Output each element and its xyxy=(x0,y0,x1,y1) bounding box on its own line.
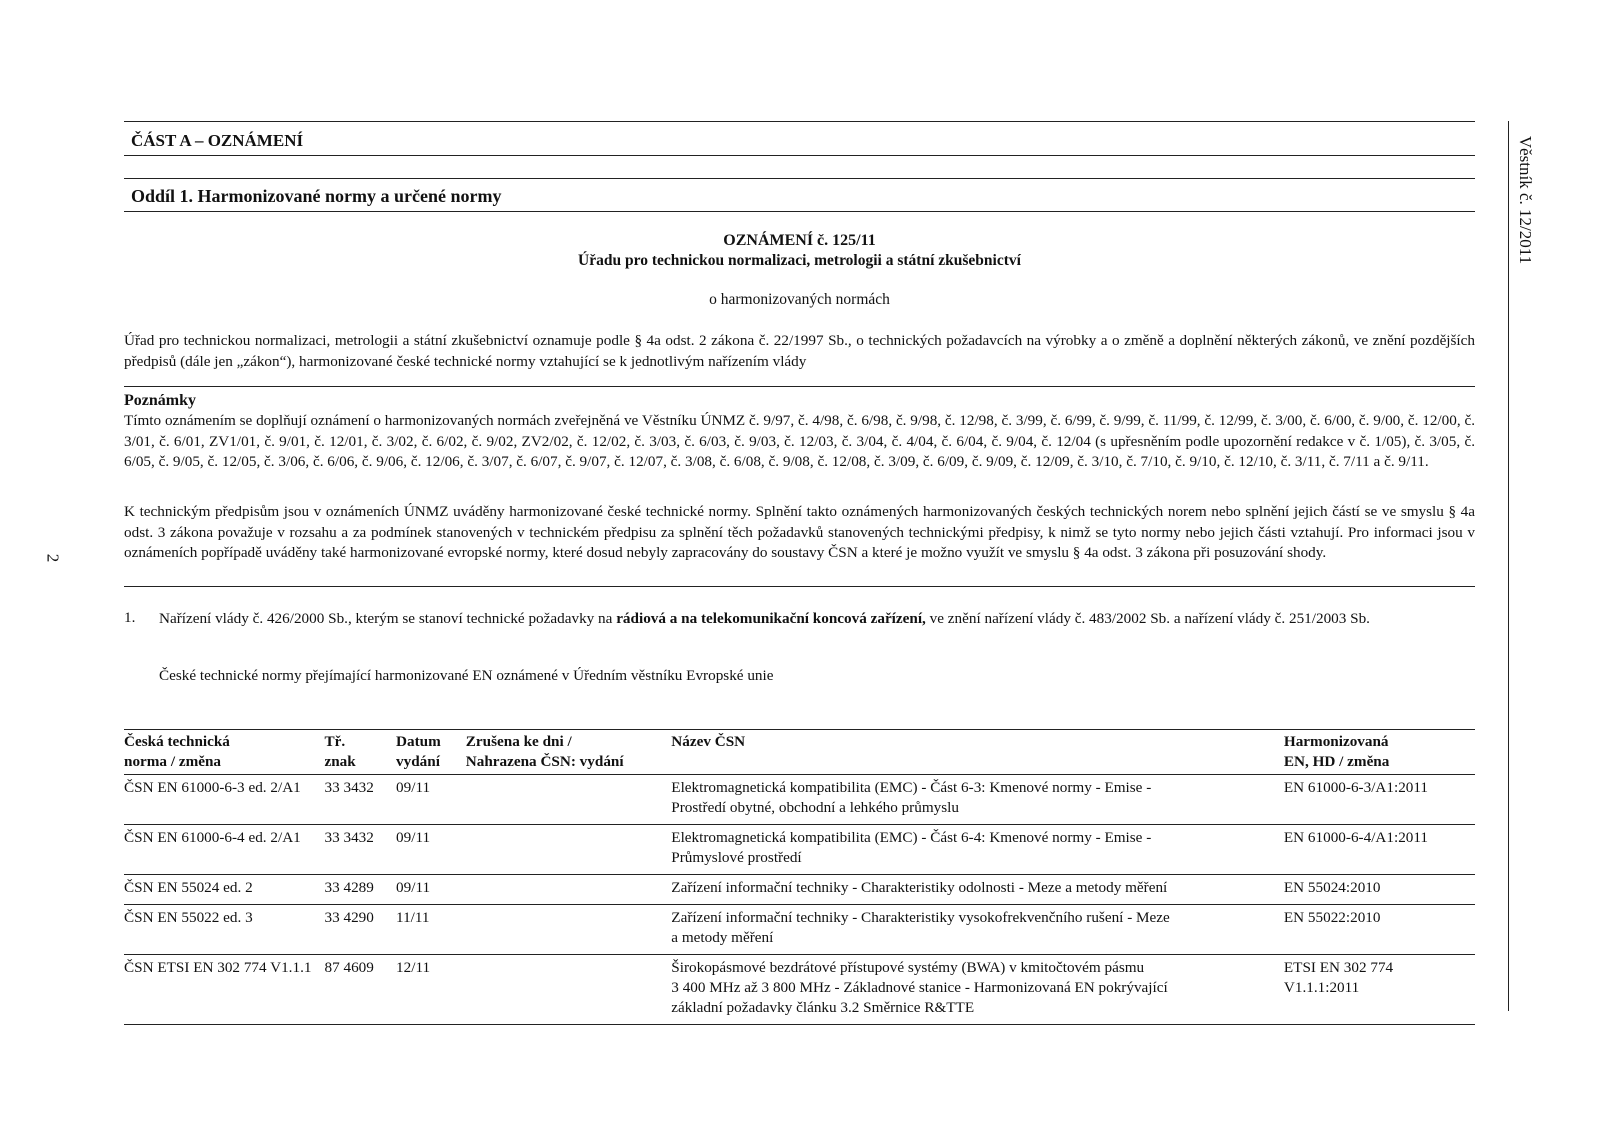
cell-datum: 09/11 xyxy=(396,829,431,846)
notes-text: Tímto oznámením se doplňují oznámení o harmonizovaných normách zveřejněná ve Věstníku ÚNMZ č. 9/97, č. 4/98, č. 6/98, č. 9/98, č. 12/98, č. 3/99, č. 6/99, č. 9/99, č. 11/99, č. 12/99, č. 3/00, č. 6/00, č. 9/00, č. 12/00, č. 3/01, č. 6/01, ZV1/01, č. 9/01, č. 12/01, č. 3/02, č. 6/02, č. 9/02, ZV2/02, č. 12/02, č. 3/03, č. 6/03, č. 9/03, č. 12/03, č. 3/04, č. 4/04, č. 6/04, č. 9/04, č. 12/04 (s upřesněním podle upozornění redakce v č. 1/05), č. 3/05, č. 6/05, č. 9/05, č. 12/05, č. 3/06, č. 6/06, č. 9/06, č. 12/06, č. 3/07, č. 6/07, č. 9/07, č. 12/07, č. 3/08, č. 6/08, č. 9/08, č. 12/08, č. 3/09, č. 6/09, č. 9/09, č. 12/09, č. 3/10, č. 7/10, č. 9/10, č. 12/10, č. 3/11, č. 7/11 a č. 9/11. xyxy=(124,412,1475,470)
rule-top xyxy=(124,121,1475,122)
harmon-line: ETSI EN 302 774 xyxy=(1283,959,1394,976)
cell-znak: 33 4290 xyxy=(324,909,374,926)
cell-harmon: EN 61000-6-3/A1:2011 xyxy=(1283,779,1429,796)
cell-zrusena xyxy=(466,825,672,875)
nazev-line: Prostředí obytné, obchodní a lehkého průmyslu xyxy=(671,799,959,816)
rule xyxy=(124,586,1475,587)
right-margin-line xyxy=(1508,121,1509,1011)
cell-datum: 12/11 xyxy=(396,959,431,976)
item-number: 1. xyxy=(124,609,136,626)
header-line: znak xyxy=(324,753,356,770)
nazev-line: Širokopásmové bezdrátové přístupové systémy (BWA) v kmitočtovém pásmu xyxy=(671,959,1145,976)
cell-zrusena xyxy=(466,905,672,955)
item-text-part: ve znění nařízení vlády č. 483/2002 Sb. a nařízení vlády č. 251/2003 Sb. xyxy=(925,610,1370,627)
header-datum xyxy=(396,730,466,775)
cell-zrusena xyxy=(466,775,672,825)
notes-text-2: K technickým předpisům jsou v oznámeních ÚNMZ uváděny harmonizované české technické normy. Splnění takto oznámených harmonizovaných českých technických norem nebo splnění jejich částí se ve smyslu § 4a odst. 3 zákona považuje v rozsahu a za podmínek stanovených v technickém předpisu za splnění těch požadavků stanovených technickými předpisy, k nimž se tyto normy nebo jejich části vztahují. Pro informaci jsou v oznámeních popřípadě uváděny také harmonizované evropské normy, které dosud nebyly zapracovány do soustavy ČSN a které je možno využít ve smyslu § 4a odst. 3 zákona při posuzování shody. xyxy=(124,503,1475,561)
nazev-line: a metody měření xyxy=(671,929,774,946)
cell-znak: 33 3432 xyxy=(324,829,374,846)
cell-zrusena xyxy=(466,955,672,1025)
header-zrusena xyxy=(466,730,672,775)
cell-norma: ČSN EN 61000-6-4 ed. 2/A1 xyxy=(124,829,301,846)
item-text xyxy=(159,609,1429,630)
cell-znak: 33 4289 xyxy=(324,879,374,896)
cell-zrusena xyxy=(466,875,672,905)
header-harmon xyxy=(1284,730,1475,775)
header-line: EN, HD / změna xyxy=(1283,753,1390,770)
item-text-bold: rádiová a na telekomunikační koncová zařízení, xyxy=(616,610,926,627)
header-line: Česká technická xyxy=(124,733,230,750)
nazev-line: základní požadavky článku 3.2 Směrnice R&TTE xyxy=(671,999,975,1016)
table-row xyxy=(124,775,1475,825)
norms-table xyxy=(124,729,1475,1025)
header-nazev xyxy=(671,730,1284,775)
header-line: Zrušena ke dni / xyxy=(465,733,572,750)
cell-nazev xyxy=(671,825,1284,875)
header-line: vydání xyxy=(396,753,440,770)
header-line: Nahrazena ČSN: vydání xyxy=(465,753,624,770)
cell-harmon: EN 61000-6-4/A1:2011 xyxy=(1283,829,1429,846)
cell-harmon: EN 55024:2010 xyxy=(1283,879,1381,896)
cell-datum: 11/11 xyxy=(396,909,430,926)
cell-datum: 09/11 xyxy=(396,879,431,896)
table-row xyxy=(124,955,1475,1025)
header-line: Datum xyxy=(396,733,441,750)
cell-datum: 09/11 xyxy=(396,779,431,796)
cell-norma: ČSN EN 61000-6-3 ed. 2/A1 xyxy=(124,779,301,796)
item-text-part: Nařízení vlády č. 426/2000 Sb., kterým se stanoví technické požadavky na xyxy=(159,610,617,627)
header-line: norma / změna xyxy=(124,753,222,770)
notice-title: OZNÁMENÍ č. 125/11 xyxy=(723,232,876,249)
notice-subject: o harmonizovaných normách xyxy=(709,291,890,308)
nazev-line: Zařízení informační techniky - Charakteristiky vysokofrekvenčního rušení - Meze xyxy=(671,909,1170,926)
cell-nazev xyxy=(671,875,1284,905)
part-title: ČÁST A – OZNÁMENÍ xyxy=(131,131,304,150)
harmon-line: V1.1.1:2011 xyxy=(1283,979,1360,996)
cell-norma: ČSN EN 55022 ed. 3 xyxy=(124,909,253,926)
cell-znak: 87 4609 xyxy=(324,959,374,976)
header-line: Harmonizovaná xyxy=(1283,733,1389,750)
rule xyxy=(124,386,1475,387)
cell-znak: 33 3432 xyxy=(324,779,374,796)
page-number: 2 xyxy=(43,553,63,563)
nazev-line: Elektromagnetická kompatibilita (EMC) - Část 6-3: Kmenové normy - Emise - xyxy=(671,779,1152,796)
cell-harmon xyxy=(1284,955,1475,1025)
cell-harmon: EN 55022:2010 xyxy=(1283,909,1381,926)
header-norma xyxy=(124,730,324,775)
cell-nazev xyxy=(671,775,1284,825)
journal-issue: Věstník č. 12/2011 xyxy=(1516,135,1535,265)
header-line: Tř. xyxy=(324,733,346,750)
notes-heading: Poznámky xyxy=(124,392,196,409)
table-row xyxy=(124,905,1475,955)
section-title: Oddíl 1. Harmonizované normy a určené normy xyxy=(131,186,502,206)
cell-nazev xyxy=(671,905,1284,955)
cell-nazev xyxy=(671,955,1284,1025)
notice-issuer: Úřadu pro technickou normalizaci, metrologii a státní zkušebnictví xyxy=(578,252,1021,269)
table-row xyxy=(124,875,1475,905)
header-znak xyxy=(324,730,396,775)
cell-norma: ČSN ETSI EN 302 774 V1.1.1 xyxy=(124,959,312,976)
rule xyxy=(124,211,1475,212)
nazev-line: Zařízení informační techniky - Charakteristiky odolnosti - Meze a metody měření xyxy=(671,879,1168,896)
cell-norma: ČSN EN 55024 ed. 2 xyxy=(124,879,253,896)
rule xyxy=(124,155,1475,156)
header-line: Název ČSN xyxy=(671,733,746,750)
nazev-line: Elektromagnetická kompatibilita (EMC) - Část 6-4: Kmenové normy - Emise - xyxy=(671,829,1152,846)
notice-intro: Úřad pro technickou normalizaci, metrologii a státní zkušebnictví oznamuje podle § 4a odst. 2 zákona č. 22/1997 Sb., o technických požadavcích na výrobky a o změně a doplnění některých zákonů, ve znění pozdějších předpisů (dále jen „zákon“), harmonizované české technické normy vztahující se k jednotlivým nařízením vlády xyxy=(124,332,1475,370)
table-row xyxy=(124,825,1475,875)
item-subtitle: České technické normy přejímající harmonizované EN oznámené v Úředním věstníku Evropské unie xyxy=(159,667,774,684)
nazev-line: 3 400 MHz až 3 800 MHz - Základnové stanice - Harmonizovaná EN pokrývající xyxy=(671,979,1168,996)
nazev-line: Průmyslové prostředí xyxy=(671,849,802,866)
table-header-row xyxy=(124,730,1475,775)
rule xyxy=(124,178,1475,179)
